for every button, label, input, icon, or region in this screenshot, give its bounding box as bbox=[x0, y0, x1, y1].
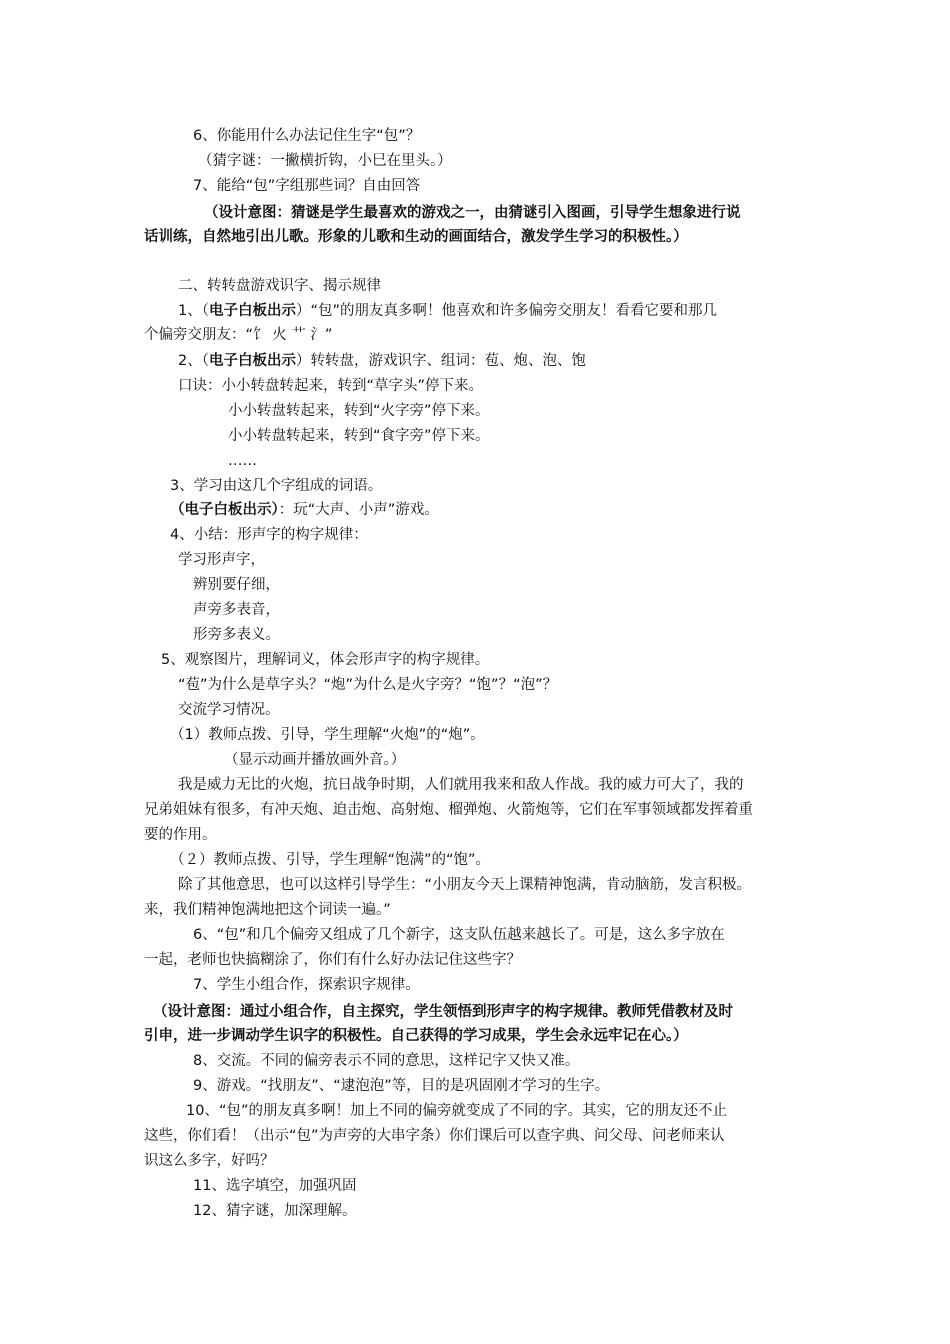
text-line: 一起，老师也快搞糊涂了，你们有什么好办法记住这些字？ bbox=[144, 952, 521, 968]
text-line: 交流学习情况。 bbox=[178, 702, 280, 718]
section-heading: 二、转转盘游戏识字、揭示规律 bbox=[178, 278, 381, 294]
text-line: 6、你能用什么办法记住生字“包”？ bbox=[193, 128, 421, 144]
text-line: 小小转盘转起来，转到“食字旁”停下来。 bbox=[228, 428, 490, 444]
text-span: ）转转盘，游戏识字、组词：苞、炮、泡、饱 bbox=[295, 353, 586, 369]
text-line: 7、学生小组合作，探索识字规律。 bbox=[193, 977, 420, 993]
text-span: 2、（ bbox=[178, 353, 209, 369]
text-line: （２）教师点拨、引导，学生理解“饱满”的“饱”。 bbox=[170, 852, 491, 868]
text-line: 要的作用。 bbox=[144, 827, 217, 843]
text-span: ）“包”的朋友真多啊！他喜欢和许多偏旁交朋友！看看它要和那几 bbox=[295, 303, 718, 319]
text-line: …… bbox=[228, 453, 257, 469]
text-line: 5、观察图片，理解词义，体会形声字的构字规律。 bbox=[161, 652, 490, 668]
whiteboard-label: （电子白板出示） bbox=[170, 502, 279, 518]
text-line: （1）教师点拨、引导，学生理解“火炮”的“炮”。 bbox=[170, 727, 485, 743]
whiteboard-label: 电子白板出示 bbox=[208, 303, 296, 319]
text-line: 12、猜字谜，加深理解。 bbox=[193, 1203, 357, 1219]
text-line: 小小转盘转起来，转到“火字旁”停下来。 bbox=[228, 403, 490, 419]
text-span: 1、（ bbox=[178, 303, 209, 319]
design-intent-note: （设计意图：通过小组合作，自主探究，学生领悟到形声字的构字规律。教师凭借教材及时 bbox=[153, 1004, 733, 1020]
text-line: 来，我们精神饱满地把这个词读一遍。” bbox=[144, 902, 391, 918]
text-line: 9、游戏。“找朋友”、“逮泡泡”等，目的是巩固刚才学习的生字。 bbox=[193, 1078, 610, 1094]
whiteboard-label: 电子白板出示 bbox=[208, 353, 296, 369]
text-line: 10、“包”的朋友真多啊！加上不同的偏旁就变成了不同的字。其实，它的朋友还不止 bbox=[186, 1103, 727, 1119]
text-line: 口诀：小小转盘转起来，转到“草字头”停下来。 bbox=[178, 378, 484, 394]
text-line: （猜字谜：一撇横折钩，小巳在里头。） bbox=[198, 153, 452, 169]
text-line: 形旁多表义。 bbox=[193, 627, 280, 643]
text-line: 6、“包”和几个偏旁又组成了几个新字，这支队伍越来越长了。可是，这么多字放在 bbox=[193, 927, 725, 943]
text-line bbox=[170, 500, 439, 520]
text-line: 学习形声字， bbox=[178, 552, 265, 568]
design-intent-note: 引申，进一步调动学生识字的积极性。自己获得的学习成果，学生会永远牢记在心。） bbox=[144, 1028, 688, 1044]
text-line: 辨别要仔细， bbox=[193, 577, 280, 593]
design-intent-note: 话训练，自然地引出儿歌。形象的儿歌和生动的画面结合，激发学生学习的积极性。） bbox=[144, 229, 688, 245]
text-line: 声旁多表音， bbox=[193, 602, 280, 618]
text-line: 我是威力无比的火炮，抗日战争时期，人们就用我来和敌人作战。我的威力可大了，我的 bbox=[178, 777, 744, 793]
text-line: （显示动画并播放画外音。） bbox=[224, 752, 406, 768]
text-line: 个偏旁交朋友：“饣 火 艹 氵” bbox=[144, 327, 333, 343]
text-line: 4、小结：形声字的构字规律： bbox=[170, 527, 368, 543]
text-line: 除了其他意思，也可以这样引导学生：“小朋友今天上课精神饱满，肯动脑筋，发言积极。 bbox=[178, 877, 752, 893]
text-line bbox=[178, 351, 586, 371]
text-line: 11、选字填空，加强巩固 bbox=[193, 1178, 357, 1194]
text-line: “苞”为什么是草字头？“炮”为什么是火字旁？“饱”？“泡”？ bbox=[178, 677, 558, 693]
text-line bbox=[178, 301, 717, 321]
text-line: 7、能给“包”字组那些词？自由回答 bbox=[193, 178, 421, 194]
text-line: 识这么多字，好吗？ bbox=[144, 1153, 275, 1169]
design-intent-note: （设计意图：猜谜是学生最喜欢的游戏之一，由猜谜引入图画，引导学生想象进行说 bbox=[204, 205, 741, 221]
text-line: 8、交流。不同的偏旁表示不同的意思，这样记字又快又准。 bbox=[193, 1053, 580, 1069]
text-span: ：玩“大声、小声”游戏。 bbox=[278, 502, 439, 518]
text-line: 这些，你们看！（出示“包”为声旁的大串字条）你们课后可以查字典、问父母、问老师来认 bbox=[144, 1128, 725, 1144]
text-line: 兄弟姐妹有很多，有冲天炮、迫击炮、高射炮、榴弹炮、火箭炮等，它们在军事领域都发挥着重 bbox=[144, 802, 753, 818]
text-line: 3、学习由这几个字组成的词语。 bbox=[170, 478, 383, 494]
